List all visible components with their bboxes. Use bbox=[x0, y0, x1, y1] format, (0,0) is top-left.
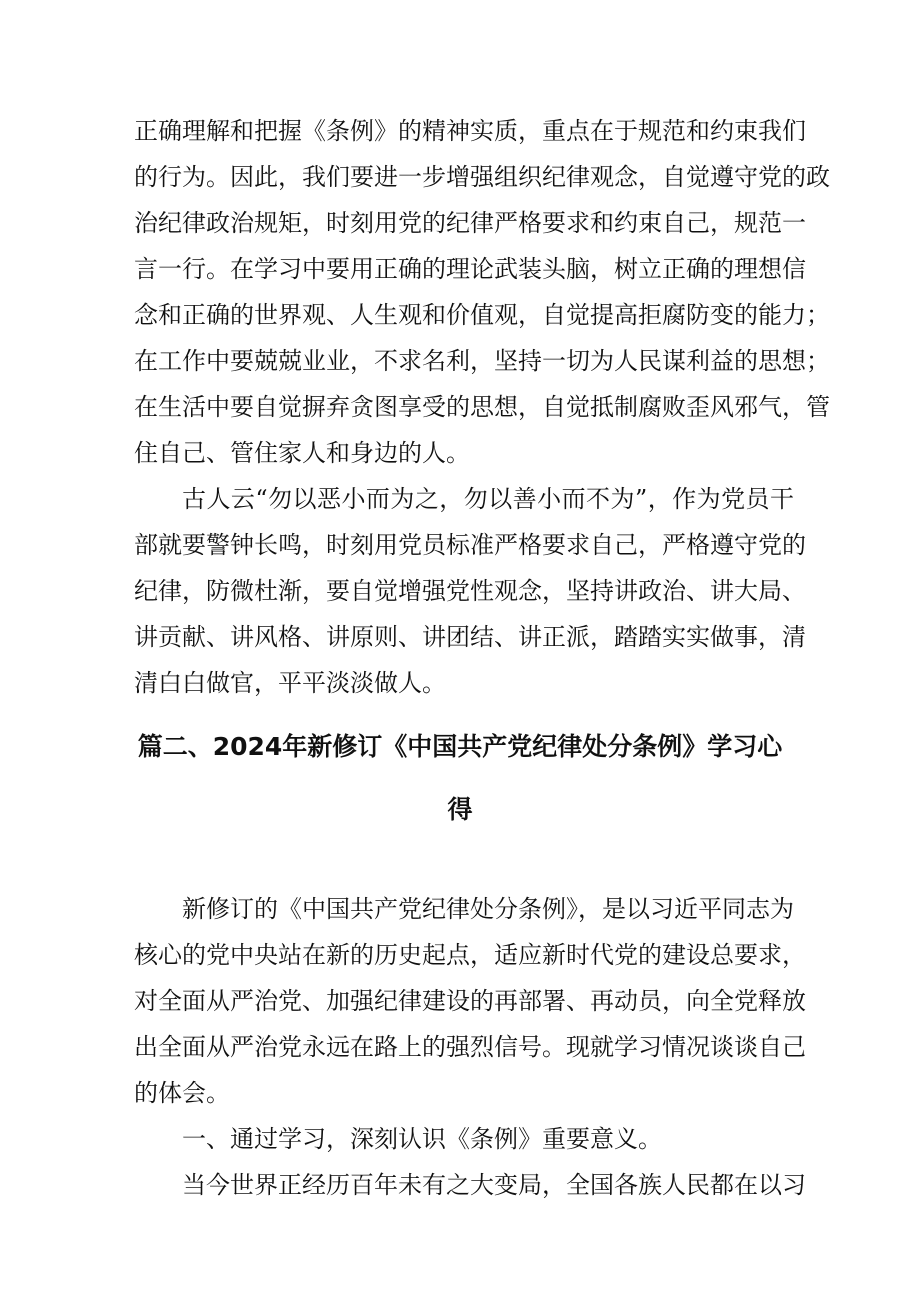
paragraph-1-line-2: 的行为。因此，我们要进一步增强组织纪律观念，自觉遵守党的政 bbox=[134, 163, 830, 191]
paragraph-2-line-1: 古人云“勿以恶小而为之，勿以善小而不为”，作为党员干 bbox=[182, 485, 794, 513]
paragraph-1-line-5: 念和正确的世界观、人生观和价值观，自觉提高拒腐防变的能力； bbox=[134, 301, 830, 329]
paragraph-3-line-4: 出全面从严治党永远在路上的强烈信号。现就学习情况谈谈自己 bbox=[134, 1033, 806, 1061]
paragraph-3-line-3: 对全面从严治党、加强纪律建设的再部署、再动员，向全党释放 bbox=[134, 987, 806, 1015]
paragraph-3-line-2: 核心的党中央站在新的历史起点，适应新时代党的建设总要求， bbox=[134, 941, 806, 969]
paragraph-4-heading: 一、通过学习，深刻认识《条例》重要意义。 bbox=[182, 1125, 662, 1153]
paragraph-1-line-6: 在工作中要兢兢业业，不求名利，坚持一切为人民谋利益的思想； bbox=[134, 347, 830, 375]
section-heading-line-2: 得 bbox=[447, 795, 473, 824]
paragraph-1-line-1: 正确理解和把握《条例》的精神实质，重点在于规范和约束我们 bbox=[134, 117, 806, 145]
paragraph-2-line-4: 讲贡献、讲风格、讲原则、讲团结、讲正派，踏踏实实做事，清 bbox=[134, 623, 806, 651]
paragraph-1-line-7: 在生活中要自觉摒弃贪图享受的思想，自觉抵制腐败歪风邪气，管 bbox=[134, 393, 830, 421]
paragraph-2-line-2: 部就要警钟长鸣，时刻用党员标准严格要求自己，严格遵守党的 bbox=[134, 531, 806, 559]
paragraph-2-line-3: 纪律，防微杜渐，要自觉增强党性观念，坚持讲政治、讲大局、 bbox=[134, 577, 806, 605]
paragraph-2-line-5: 清白白做官，平平淡淡做人。 bbox=[134, 669, 446, 697]
paragraph-5-line-1: 当今世界正经历百年未有之大变局，全国各族人民都在以习 bbox=[182, 1171, 806, 1199]
paragraph-3-line-1: 新修订的《中国共产党纪律处分条例》，是以习近平同志为 bbox=[182, 895, 794, 923]
paragraph-1-line-4: 言一行。在学习中要用正确的理论武装头脑，树立正确的理想信 bbox=[134, 255, 806, 283]
paragraph-1-line-8: 住自己、管住家人和身边的人。 bbox=[134, 439, 470, 467]
paragraph-1-line-3: 治纪律政治规矩，时刻用党的纪律严格要求和约束自己，规范一 bbox=[134, 209, 806, 237]
section-heading-line-1: 篇二、2024年新修订《中国共产党纪律处分条例》学习心 bbox=[137, 732, 783, 761]
paragraph-3-line-5: 的体会。 bbox=[134, 1079, 230, 1107]
